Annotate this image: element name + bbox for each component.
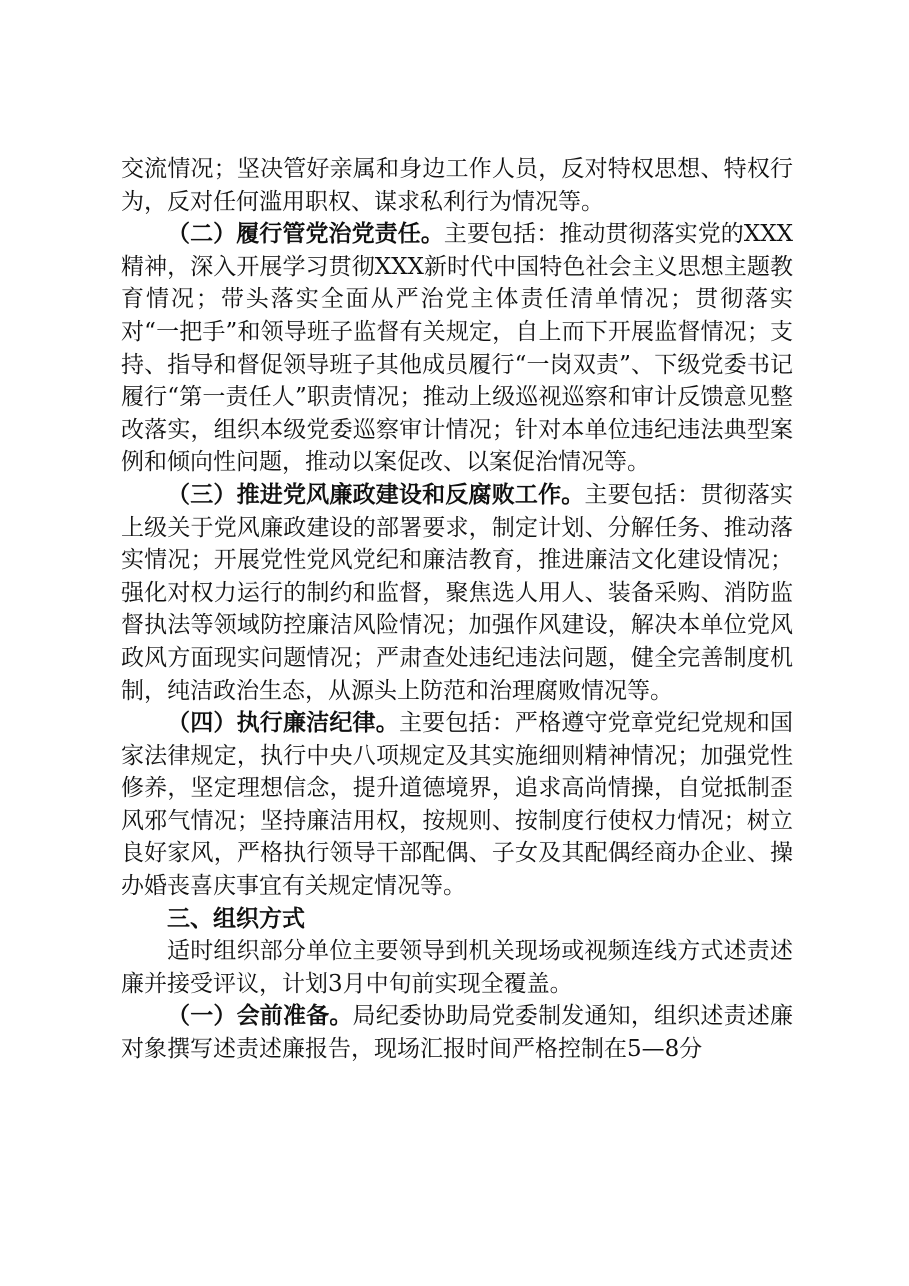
paragraph-lead: （三）推进党风廉政建设和反腐败工作。 [167,480,585,508]
paragraph-lead: （一）会前准备。 [167,1002,353,1030]
paragraph-pre-meeting-preparation [121,1000,793,1065]
paragraph-anti-corruption-work [121,479,793,707]
paragraph-lead: （二）履行管党治党责任。 [167,220,444,248]
paragraph-text: 适时组织部分单位主要领导到机关现场或视频连线方式述责述廉并接受评议，计划3月中旬前实现全覆盖。 [121,938,793,997]
paragraph-text: 局纪委协助局党委制发通知，组织述责述廉对象撰写述责述廉报告，现场汇报时间严格控制在5—8分 [121,1003,794,1063]
paragraph-text: 主要包括：贯彻落实上级关于党风廉政建设的部署要求，制定计划、分解任务、推动落实情况；开展党性党风党纪和廉洁教育，推进廉洁文化建设情况；强化对权力运行的制约和监督，聚焦选人用人、装备采购、消防监督执法等领域防控廉洁风险情况；加强作风建设，解决本单位党风政风方面现实问题情况；严肃查处违纪违法问题，健全完善制度机制，纯洁政治生态，从源头上防范和治理腐败情况等。 [121,481,794,704]
paragraph-organization-method [121,935,793,1000]
paragraph-text: 主要包括：严格遵守党章党纪党规和国家法律规定，执行中央八项规定及其实施细则精神情况；加强党性修养，坚定理想信念，提升道德境界，追求高尚情操，自觉抵制歪风邪气情况；坚持廉洁用权，按规则、按制度行使权力情况；树立良好家风，严格执行领导干部配偶、子女及其配偶经商办企业、操办婚丧喜庆事宜有关规定情况等。 [121,710,794,900]
document-body [121,153,793,1066]
paragraph-lead: （四）执行廉洁纪律。 [167,709,399,737]
paragraph-continuation [121,153,793,218]
section-heading: 三、组织方式 [167,904,305,932]
paragraph-text: 主要包括：推动贯彻落实党的XXX精神，深入开展学习贯彻XXX新时代中国特色社会主义思想主题教育情况；带头落实全面从严治党主体责任清单情况；贯彻落实对“一把手”和领导班子监督有关规定，自上而下开展监督情况；支持、指导和督促领导班子其他成员履行“一岗双责”、下级党委书记履行“第一责任人”职责情况；推动上级巡视巡察和审计反馈意见整改落实，组织本级党委巡察审计情况；针对本单位违纪违法典型案例和倾向性问题，推动以案促改、以案促治情况等。 [121,221,794,476]
paragraph-integrity-discipline [121,707,793,903]
paragraph-text: 交流情况；坚决管好亲属和身边工作人员，反对特权思想、特权行为，反对任何滥用职权、谋求私利行为情况等。 [121,156,793,215]
paragraph-party-governance-responsibility [121,218,793,479]
